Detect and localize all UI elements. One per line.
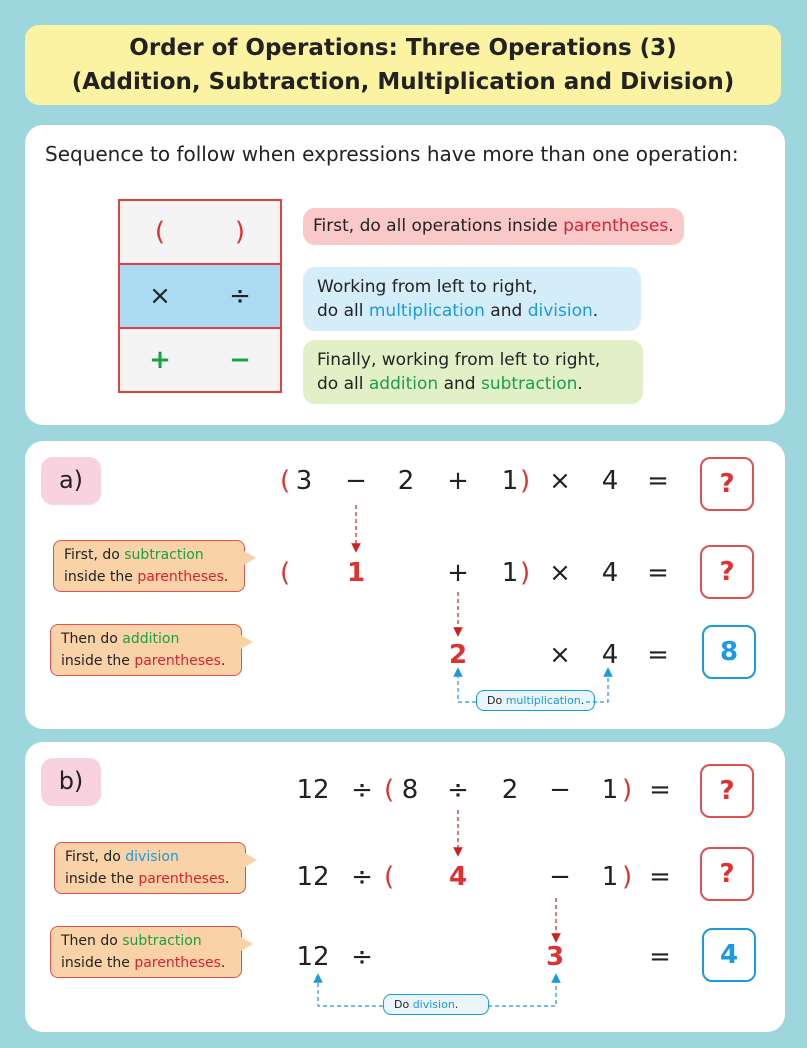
- rule3-line1: Finally, working from left to right,: [317, 350, 601, 370]
- rule1-keyword: parentheses: [563, 216, 669, 236]
- b2-op1: ÷: [351, 862, 373, 892]
- a3-num1: 2: [448, 640, 468, 670]
- a3-answer-box: 8: [702, 625, 756, 679]
- arrow-b-bracket: [318, 978, 383, 1006]
- b2-op3: −: [549, 862, 571, 892]
- b1-op1: ÷: [351, 775, 373, 805]
- b1-open-paren: (: [384, 775, 395, 805]
- b-c2-keyword: subtraction: [122, 933, 202, 949]
- b1-num1: 12: [296, 775, 330, 805]
- a1-op1: −: [345, 466, 367, 496]
- b3-op1: ÷: [351, 942, 373, 972]
- a-c1-end: .: [223, 569, 229, 585]
- b3-num1: 12: [296, 942, 330, 972]
- a2-result-box: ?: [700, 545, 754, 599]
- arrow-a-bracket: [458, 672, 476, 702]
- title-line1: Order of Operations: Three Operations (3): [129, 35, 677, 61]
- a-tip-end: .: [580, 694, 585, 707]
- b1-equals: =: [649, 775, 671, 805]
- rule2-line1: Working from left to right,: [317, 277, 538, 297]
- a1-op3: ×: [549, 466, 571, 496]
- b3-answer-box: 4: [702, 928, 756, 982]
- title-line2: (Addition, Subtraction, Multiplication and Division): [71, 69, 735, 95]
- b1-op3: −: [549, 775, 571, 805]
- a-tip-text: Do: [487, 694, 506, 707]
- b2-num2: 4: [448, 862, 468, 892]
- arrow-b-bracket-right: [488, 978, 556, 1006]
- rule2-keyword1: multiplication: [368, 301, 485, 321]
- b2-equals: =: [649, 862, 671, 892]
- a2-num4: 4: [601, 558, 619, 588]
- a-c2-keyword: addition: [122, 631, 180, 647]
- b-c1-keyword2: parentheses: [138, 871, 225, 887]
- rule1-text: First, do all operations inside: [313, 216, 564, 236]
- example-a-label: a): [41, 457, 101, 505]
- minus-sign: −: [229, 345, 251, 375]
- b2-result-box: ?: [700, 847, 754, 901]
- b1-num4: 1: [601, 775, 619, 805]
- rule2-end: .: [592, 301, 599, 321]
- b1-op2: ÷: [447, 775, 469, 805]
- rule3-keyword2: subtraction: [480, 374, 578, 394]
- rule2-text: do all: [317, 301, 369, 321]
- close-paren: ): [234, 217, 246, 247]
- divide-sign: ÷: [229, 281, 251, 311]
- plus-sign: +: [149, 345, 171, 375]
- b2-num4: 1: [601, 862, 619, 892]
- a2-op3: ×: [549, 558, 571, 588]
- rule1-end: .: [668, 216, 674, 236]
- a1-op2: +: [447, 466, 469, 496]
- a2-op2: +: [447, 558, 469, 588]
- a1-num1: 3: [295, 466, 313, 496]
- a2-open-paren: (: [280, 558, 291, 588]
- open-paren: (: [154, 217, 166, 247]
- b3-num2: 3: [545, 942, 565, 972]
- rule2-keyword2: division: [527, 301, 593, 321]
- b1-close-paren: ): [622, 775, 633, 805]
- a1-close-paren: ): [520, 466, 531, 496]
- b-tip-end: .: [454, 998, 459, 1011]
- a-tip-keyword: multiplication: [505, 694, 581, 707]
- a2-equals: =: [647, 558, 669, 588]
- b-c1-text2: inside the: [65, 871, 139, 887]
- b-c2-keyword2: parentheses: [134, 955, 221, 971]
- rule3-keyword1: addition: [368, 374, 439, 394]
- a-c2-keyword2: parentheses: [134, 653, 221, 669]
- b2-close-paren: ): [622, 862, 633, 892]
- b-c1-keyword: division: [125, 849, 179, 865]
- multiply-sign: ×: [149, 281, 171, 311]
- rule3-and: and: [438, 374, 481, 394]
- sequence-heading: Sequence to follow when expressions have more than one operation:: [45, 142, 739, 166]
- rule3-end: .: [577, 374, 583, 394]
- a-c1-keyword2: parentheses: [137, 569, 224, 585]
- a2-close-paren: ): [520, 558, 531, 588]
- b1-num2: 8: [401, 775, 419, 805]
- a3-num4: 4: [601, 640, 619, 670]
- a1-num2: 2: [397, 466, 415, 496]
- b-tip-text: Do: [394, 998, 413, 1011]
- b-c2-text2: inside the: [61, 955, 135, 971]
- a2-num1: 1: [346, 558, 366, 588]
- b2-open-paren: (: [384, 862, 395, 892]
- b3-equals: =: [649, 942, 671, 972]
- a1-num3: 1: [501, 466, 519, 496]
- a3-equals: =: [647, 640, 669, 670]
- a1-num4: 4: [601, 466, 619, 496]
- b-c1-text: First, do: [65, 849, 126, 865]
- b-c2-text: Then do: [61, 933, 123, 949]
- a2-num3: 1: [501, 558, 519, 588]
- arrow-a-bracket-right: [586, 672, 608, 702]
- a-c2-end: .: [220, 653, 226, 669]
- b-tip-keyword: division: [412, 998, 455, 1011]
- a-c1-keyword: subtraction: [124, 547, 204, 563]
- a-c1-text: First, do: [64, 547, 125, 563]
- a1-result-box: ?: [700, 457, 754, 511]
- rule3-text: do all: [317, 374, 369, 394]
- a3-op3: ×: [549, 640, 571, 670]
- b2-num1: 12: [296, 862, 330, 892]
- a1-equals: =: [647, 466, 669, 496]
- b-c1-end: .: [224, 871, 230, 887]
- a-c1-text2: inside the: [64, 569, 138, 585]
- rule2-and: and: [484, 301, 528, 321]
- b-c2-end: .: [220, 955, 226, 971]
- b1-result-box: ?: [700, 764, 754, 818]
- a-c2-text2: inside the: [61, 653, 135, 669]
- a1-open-paren: (: [280, 466, 291, 496]
- a-c2-text: Then do: [61, 631, 123, 647]
- example-b-label: b): [41, 758, 101, 806]
- b1-num3: 2: [501, 775, 519, 805]
